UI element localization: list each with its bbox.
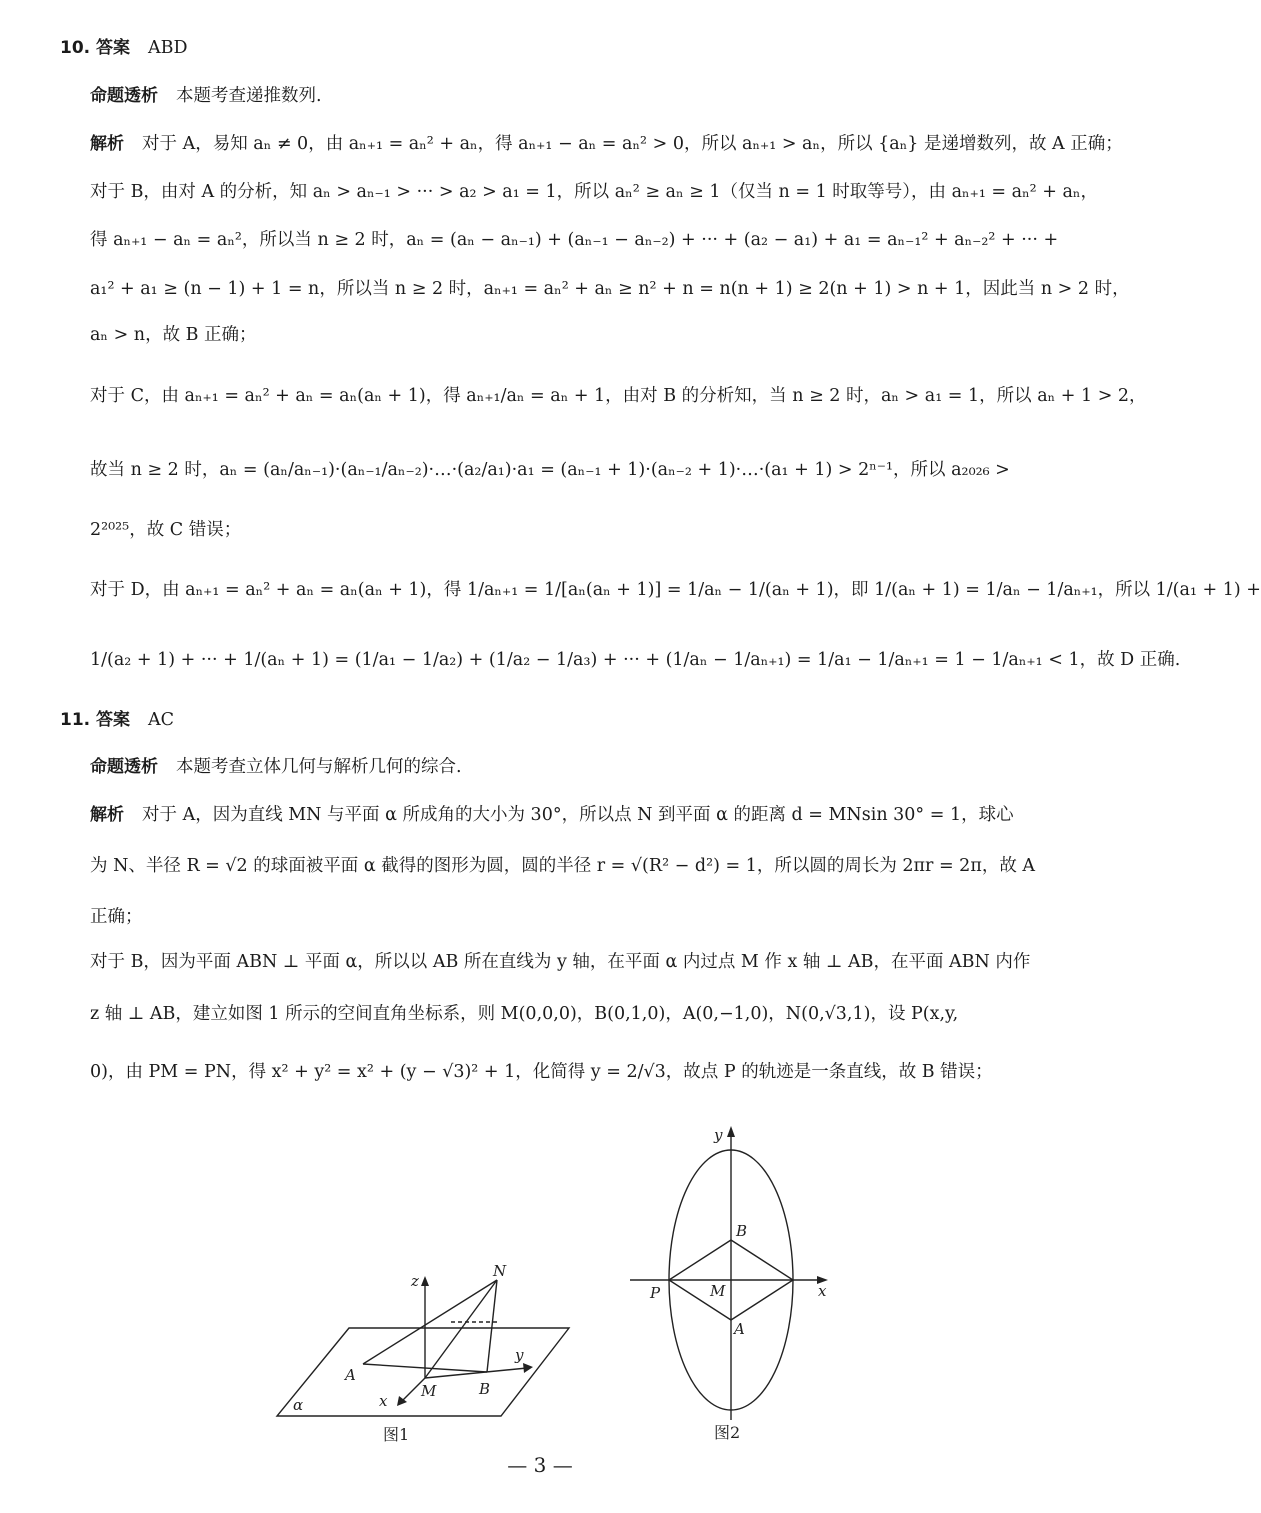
q10-line-5: 对于 C，由 aₙ₊₁ = aₙ² + aₙ = aₙ(aₙ + 1)，得 aₙ₊₁/aₙ = aₙ + 1，由对 B 的分析知，当 n ≥ 2 时，aₙ > a₁ = 1，所以 aₙ + 1 > 2， bbox=[90, 386, 1147, 406]
label-z: z bbox=[411, 1272, 419, 1290]
q10-line-9: 1/(a₂ + 1) + ··· + 1/(aₙ + 1) = (1/a₁ − 1/a₂) + (1/a₂ − 1/a₃) + ··· + (1/aₙ − 1/aₙ₊₁) = 1/a₁ − 1/aₙ₊₁ = 1 − 1/aₙ₊₁ < 1，故 D 正确. bbox=[90, 650, 1181, 670]
q10-intent-label: 命题透析 bbox=[90, 86, 158, 106]
label-M: M bbox=[710, 1282, 726, 1300]
figure-1 bbox=[265, 1262, 585, 1448]
q10-line-text: 对于 A，易知 aₙ ≠ 0，由 aₙ₊₁ = aₙ² + aₙ，得 aₙ₊₁ − aₙ = aₙ² > 0，所以 aₙ₊₁ > aₙ，所以 {aₙ} 是递增数列，故 A 正确； bbox=[142, 134, 1123, 154]
q11-intent-text: 本题考查立体几何与解析几何的综合. bbox=[176, 757, 462, 777]
label-x: x bbox=[818, 1282, 827, 1300]
label-y: y bbox=[515, 1346, 524, 1364]
q10-line-3: a₁² + a₁ ≥ (n − 1) + 1 = n，所以当 n ≥ 2 时，aₙ₊₁ = aₙ² + aₙ ≥ n² + n = n(n + 1) ≥ 2(n + 1) > n + 1，因此当 n > 2 时， bbox=[90, 279, 1130, 299]
label-B: B bbox=[736, 1222, 748, 1240]
q10-intent bbox=[90, 86, 322, 108]
label-A: A bbox=[734, 1320, 745, 1338]
label-M: M bbox=[421, 1382, 437, 1400]
figure-1-caption: 图1 bbox=[383, 1425, 410, 1444]
figure-2 bbox=[620, 1120, 860, 1450]
q10-line-2: 得 aₙ₊₁ − aₙ = aₙ²，所以当 n ≥ 2 时，aₙ = (aₙ − aₙ₋₁) + (aₙ₋₁ − aₙ₋₂) + ··· + (a₂ − a₁) + a₁ = aₙ₋₁² + aₙ₋₂² + ··· + bbox=[90, 230, 1059, 250]
label-P: P bbox=[650, 1284, 661, 1302]
y-arrow bbox=[523, 1363, 533, 1373]
label-N: N bbox=[493, 1262, 507, 1280]
segment-MN bbox=[425, 1280, 497, 1378]
q11-sol-label: 解析 bbox=[90, 805, 124, 825]
q10-sol-label: 解析 bbox=[90, 134, 124, 154]
q10-line-6: 故当 n ≥ 2 时，aₙ = (aₙ/aₙ₋₁)·(aₙ₋₁/aₙ₋₂)·…·(a₂/a₁)·a₁ = (aₙ₋₁ + 1)·(aₙ₋₂ + 1)·…·(a₁ + 1) > 2ⁿ⁻¹，所以 a₂₀₂₆ > bbox=[90, 460, 1010, 480]
q11-line-0 bbox=[90, 805, 1014, 827]
q11-line-text: 对于 A，因为直线 MN 与平面 α 所成角的大小为 30°，所以点 N 到平面 α 的距离 d = MNsin 30° = 1，球心 bbox=[142, 805, 1014, 825]
q11-intent bbox=[90, 757, 462, 779]
q11-line-2: 正确； bbox=[90, 907, 143, 927]
z-arrow bbox=[421, 1276, 429, 1286]
label-A: A bbox=[345, 1366, 356, 1384]
q10-line-0 bbox=[90, 134, 1123, 156]
q10-line-1: 对于 B，由对 A 的分析，知 aₙ > aₙ₋₁ > ··· > a₂ > a₁ = 1，所以 aₙ² ≥ aₙ ≥ 1（仅当 n = 1 时取等号），由 aₙ₊₁ = aₙ² + aₙ， bbox=[90, 182, 1098, 202]
page-number: — 3 — bbox=[507, 1453, 573, 1477]
q11-head: 11. 答案 bbox=[60, 710, 131, 730]
q10-head: 10. 答案 bbox=[60, 38, 131, 58]
q11-heading bbox=[60, 710, 174, 732]
y-arrow bbox=[727, 1126, 735, 1137]
q10-line-8: 对于 D，由 aₙ₊₁ = aₙ² + aₙ = aₙ(aₙ + 1)，得 1/aₙ₊₁ = 1/[aₙ(aₙ + 1)] = 1/aₙ − 1/(aₙ + 1)，即 1/(aₙ + 1) = 1/aₙ − 1/aₙ₊₁，所以 1/(a₁ + 1) + bbox=[90, 580, 1261, 600]
label-x: x bbox=[379, 1392, 388, 1410]
q10-line-4: aₙ > n，故 B 正确； bbox=[90, 325, 257, 345]
label-B: B bbox=[479, 1380, 491, 1398]
q11-line-3: 对于 B，因为平面 ABN ⊥ 平面 α，所以以 AB 所在直线为 y 轴，在平面 α 内过点 M 作 x 轴 ⊥ AB，在平面 ABN 内作 bbox=[90, 952, 1031, 972]
segment-BN bbox=[487, 1280, 497, 1372]
q11-line-5: 0)，由 PM = PN，得 x² + y² = x² + (y − √3)² + 1，化简得 y = 2/√3，故点 P 的轨迹是一条直线，故 B 错误； bbox=[90, 1062, 993, 1082]
q11-intent-label: 命题透析 bbox=[90, 757, 158, 777]
q11-line-1: 为 N、半径 R = √2 的球面被平面 α 截得的图形为圆，圆的半径 r = √(R² − d²) = 1，所以圆的周长为 2πr = 2π，故 A bbox=[90, 856, 1036, 876]
q10-intent-text: 本题考查递推数列. bbox=[176, 86, 322, 106]
segment-AN bbox=[363, 1280, 497, 1364]
q10-heading bbox=[60, 38, 188, 60]
q11-answer: AC bbox=[148, 710, 175, 730]
q10-answer: ABD bbox=[148, 38, 188, 58]
label-y: y bbox=[714, 1126, 723, 1144]
figure-2-caption: 图2 bbox=[714, 1423, 741, 1442]
label-alpha: α bbox=[293, 1396, 304, 1414]
q10-line-7: 2²⁰²⁵，故 C 错误； bbox=[90, 520, 242, 540]
q11-line-4: z 轴 ⊥ AB，建立如图 1 所示的空间直角坐标系，则 M(0,0,0)，B(0,1,0)，A(0,−1,0)，N(0,√3,1)，设 P(x,y, bbox=[90, 1004, 959, 1024]
